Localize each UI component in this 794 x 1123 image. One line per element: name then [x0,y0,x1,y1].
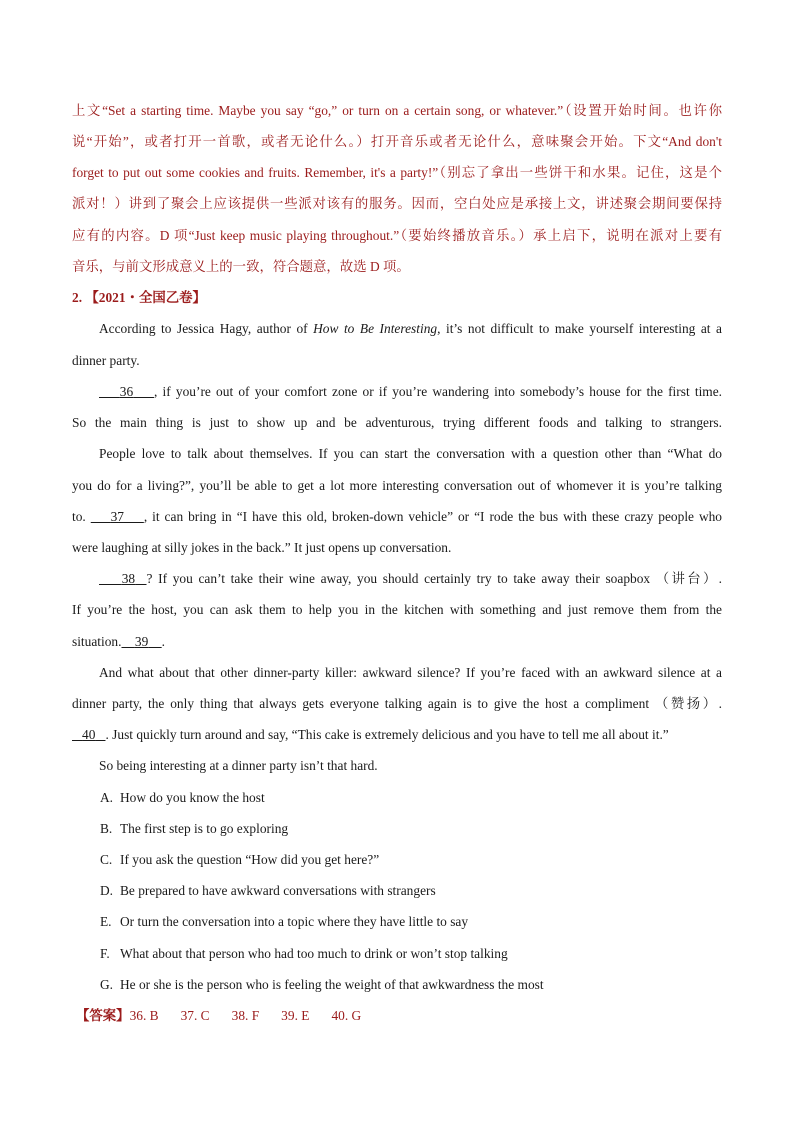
passage-line [99,320,722,338]
passage-text: to. [72,509,86,524]
passage-line: dinner party, the only thing that always gets everyone talking again is to give the host a compliment （赞扬）. [72,696,722,711]
option-text: He or she is the person who is feeling the weight of that awkwardness the most [120,977,544,992]
option-letter: B. [100,821,113,836]
blank-number: 36 [119,384,134,399]
blank-40[interactable] [72,727,105,742]
option-letter: D. [100,883,114,898]
blank-number: 38 [121,571,136,586]
explanation-line: 派对！）讲到了聚会上应该提供一些派对该有的服务。因而，空白处应是承接上文，讲述聚会期间要保持 [72,196,722,211]
blank-38[interactable] [99,571,147,586]
option-letter: E. [100,914,112,929]
answer-item: 37. C [180,1008,210,1023]
explanation-line: forget to put out some cookies and fruits. Remember, it's a party!”（别忘了拿出一些饼干和水果。记住，这是个 [72,165,722,180]
passage-line: So the main thing is just to show up and be adventurous, trying different foods and talking to strangers. [72,415,722,430]
blank-number: 37 [110,509,124,524]
option-letter: C. [100,852,113,867]
option-text: How do you know the host [120,790,265,805]
blank-39[interactable] [121,634,161,649]
answer-label: 【答案】 [76,1008,130,1023]
option-c[interactable] [100,851,379,869]
option-letter: G. [100,977,114,992]
answer-row [76,1007,361,1025]
question-header [72,289,206,307]
passage-line: were laughing at silly jokes in the back.” It just opens up conversation. [72,540,452,555]
passage-line [72,633,165,651]
explanation-line: 说“开始”，或者打开一首歌，或者无论什么。）打开音乐或者无论什么，意味聚会开始。下文“And don't [72,134,722,149]
option-text: The first step is to go exploring [120,821,289,836]
answer-item: 40. G [331,1008,362,1023]
passage-line: dinner party. [72,353,140,368]
option-b[interactable] [100,820,288,838]
answer-item: 38. F [231,1008,260,1023]
blank-36[interactable] [99,384,154,399]
passage-text: According to Jessica Hagy, author of [99,321,314,336]
passage-line [72,508,722,526]
blank-37[interactable] [91,509,144,524]
question-number: 2. [72,290,83,305]
passage-text: , if you’re out of your comfort zone or if you’re wandering into somebody’s house for the first time. [153,384,723,399]
passage-line: So being interesting at a dinner party isn’t that hard. [99,758,378,773]
option-text: If you ask the question “How did you get here?” [120,852,380,867]
passage-line: If you’re the host, you can ask them to help you in the kitchen with something and just remove them from the [72,602,722,617]
option-a[interactable] [100,789,265,807]
passage-text: , it’s not difficult to make yourself interesting at a [437,321,722,336]
passage-text: . Just quickly turn around and say, “This cake is extremely delicious and you have to tell me all about it.” [105,727,669,742]
explanation-line: 音乐，与前文形成意义上的一致，符合题意，故选 D 项。 [72,259,410,274]
answer-item: 36. B [129,1008,159,1023]
passage-line [72,726,669,744]
passage-text: situation. [72,634,122,649]
book-title: How to Be Interesting [313,321,438,336]
option-text: Or turn the conversation into a topic where they have little to say [120,914,469,929]
question-source: 【2021・全国乙卷】 [85,290,206,305]
option-d[interactable] [100,882,436,900]
option-letter: A. [100,790,114,805]
passage-line: you do for a living?”, you’ll be able to get a lot more interesting conversation out of whomever it is you’re talking [72,478,722,493]
passage-line: People love to talk about themselves. If you can start the conversation with a question other than “What do [99,446,722,461]
option-g[interactable] [100,976,544,994]
passage-text: . [161,634,166,649]
passage-line [99,383,722,401]
option-e[interactable] [100,913,468,931]
option-text: What about that person who had too much to drink or won’t stop talking [120,946,508,961]
explanation-line: 上文“Set a starting time. Maybe you say “go,” or turn on a certain song, or whatever.”（设置开始时间。也许你 [72,103,722,118]
blank-number: 39 [134,634,149,649]
blank-number: 40 [82,727,96,742]
passage-line [99,570,722,588]
option-text: Be prepared to have awkward conversations with strangers [120,883,436,898]
option-f[interactable] [100,945,508,963]
option-letter: F. [100,946,110,961]
passage-text: ? If you can’t take their wine away, you should certainly try to take away their soapbox （讲台）. [146,571,723,586]
passage-text: , it can bring in “I have this old, broken-down vehicle” or “I rode the bus with these crazy people who [143,509,723,524]
answer-item: 39. E [281,1008,310,1023]
explanation-line: 应有的内容。D 项“Just keep music playing throughout.”（要始终播放音乐。）承上启下，说明在派对上要有 [72,228,722,243]
passage-line: And what about that other dinner-party killer: awkward silence? If you’re faced with an awkward silence at a [99,665,722,680]
